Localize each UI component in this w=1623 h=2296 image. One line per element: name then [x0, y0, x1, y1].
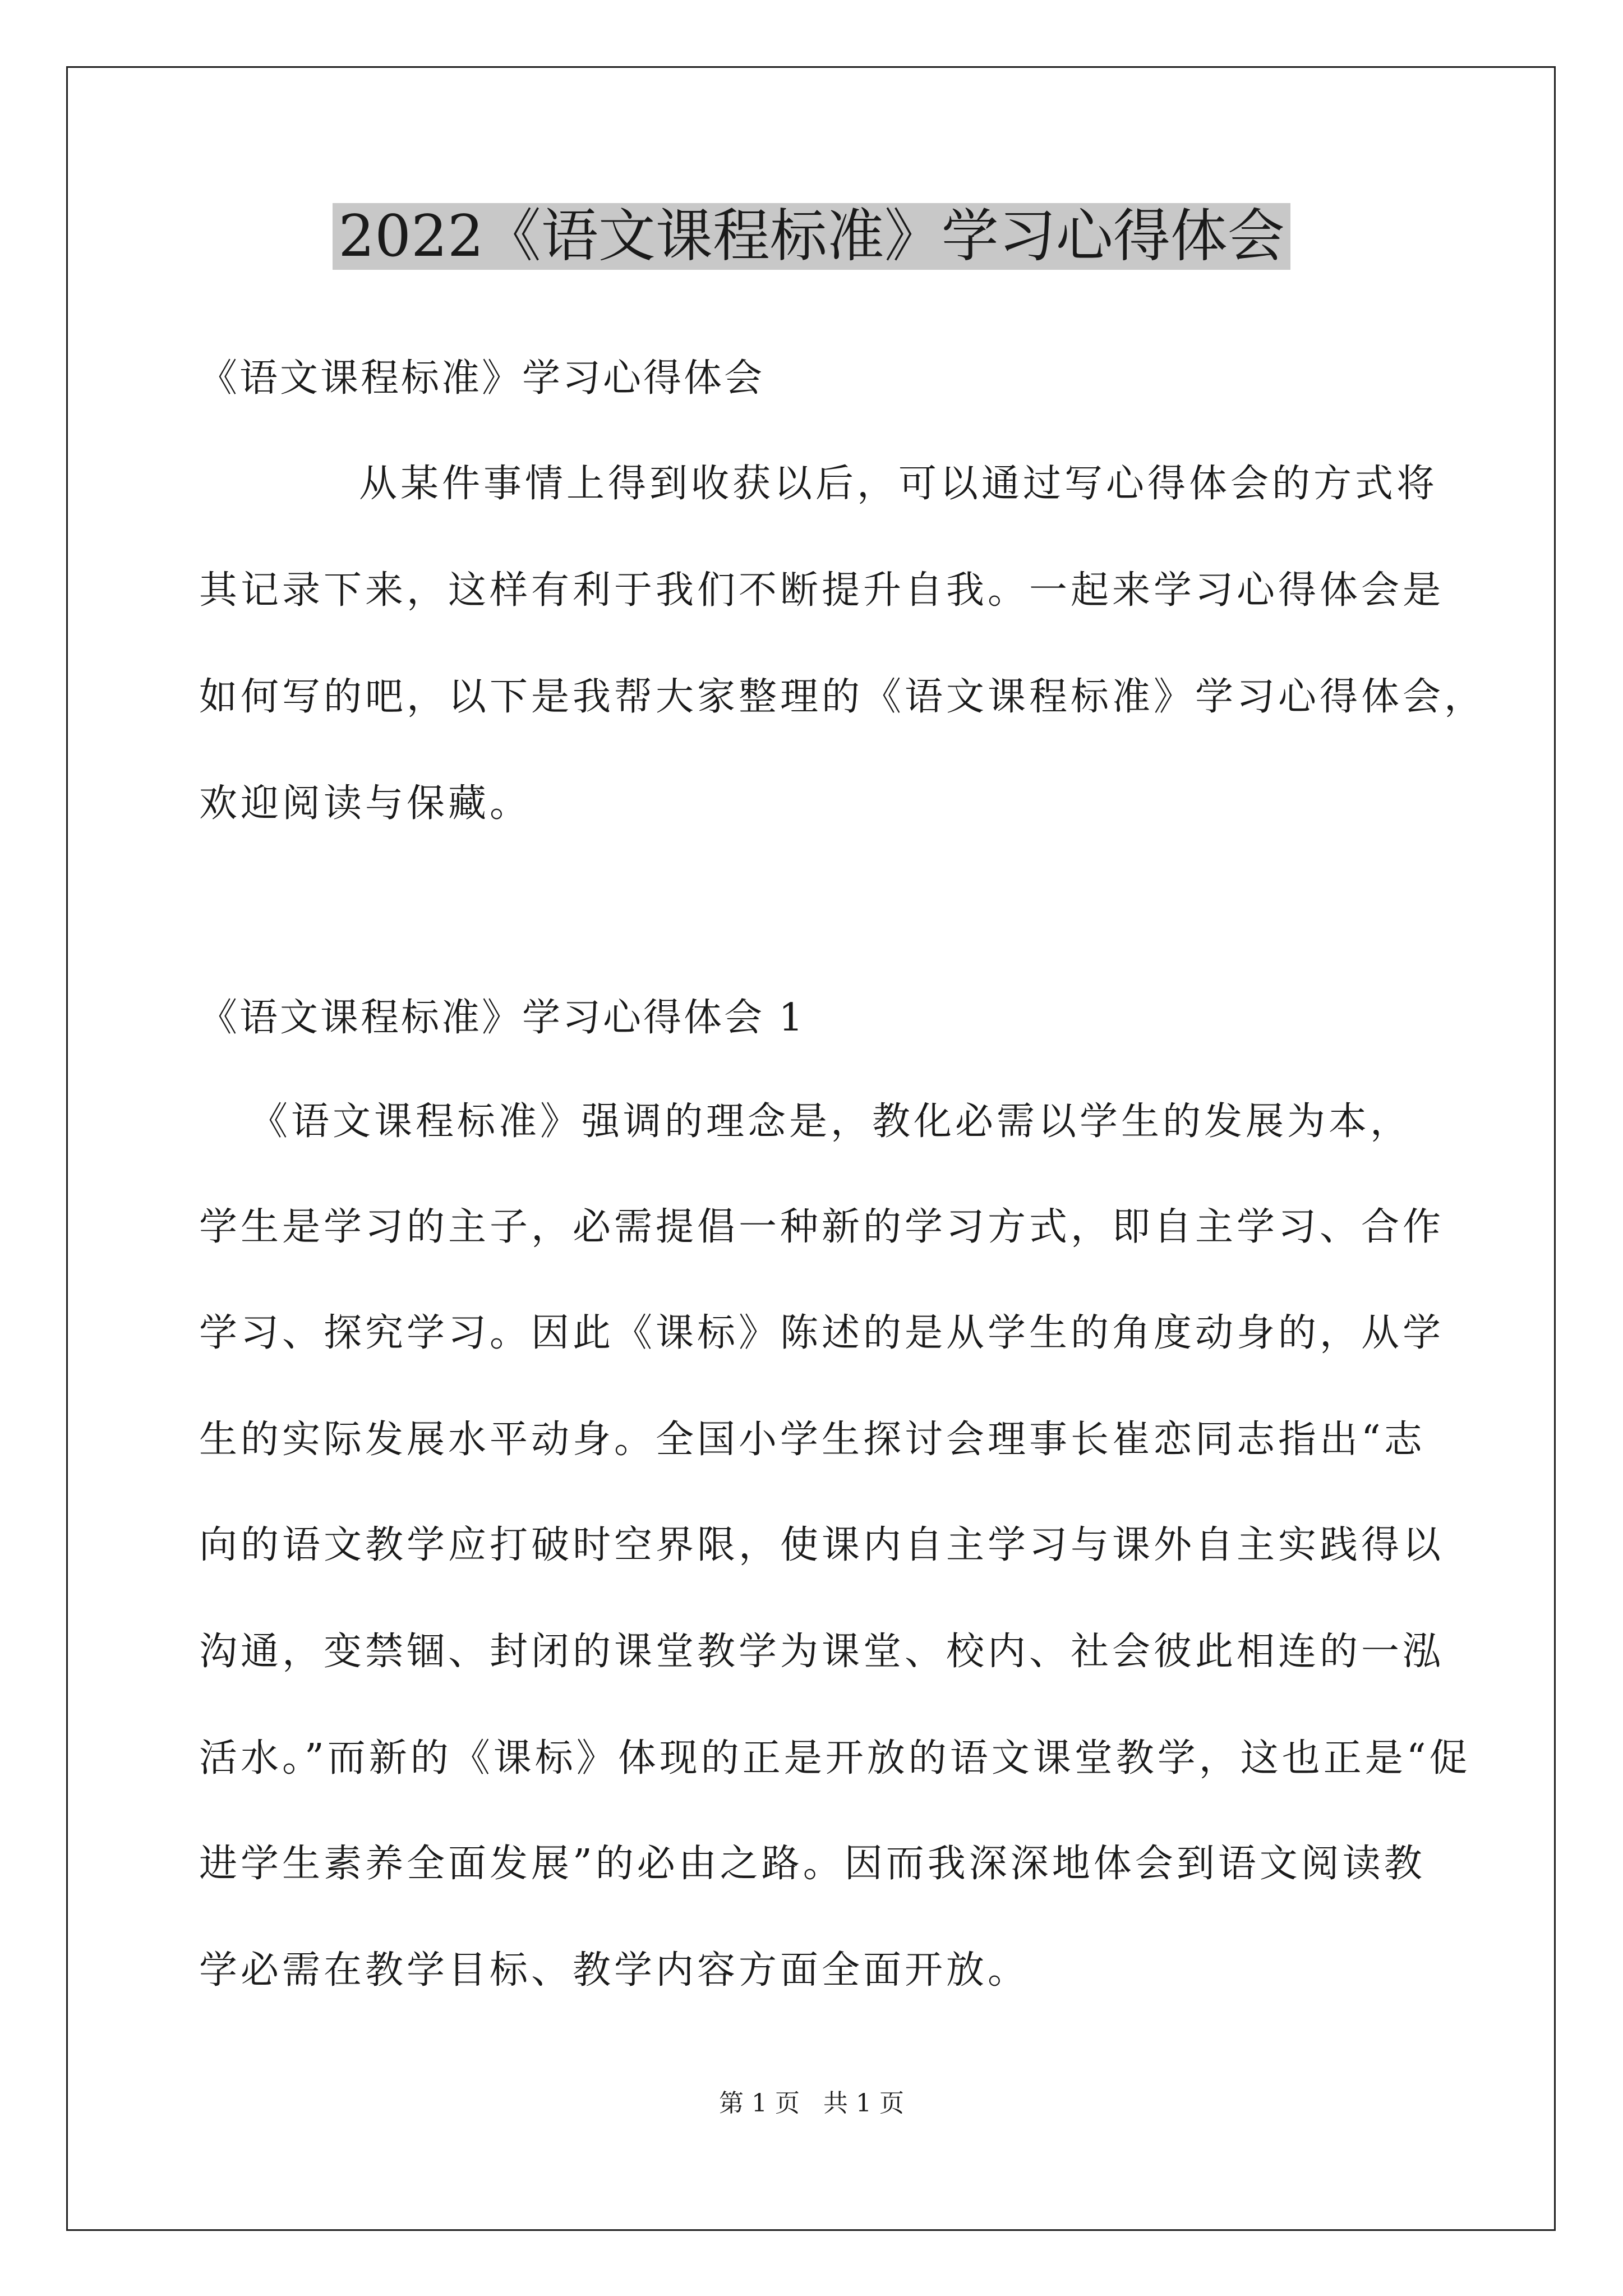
intro-heading: 《语文课程标准》学习心得体会: [199, 356, 765, 401]
section-heading: 《语文课程标准》学习心得体会 1: [199, 996, 805, 1040]
intro-paragraph-line: 从某件事情上得到收获以后，可以通过写心得体会的方式将: [359, 462, 1438, 506]
section-paragraph-line: 学必需在教学目标、教学内容方面全面开放。: [199, 1948, 1030, 1993]
section-paragraph-line: 沟通，变禁锢、封闭的课堂教学为课堂、校内、社会彼此相连的一泓: [199, 1630, 1445, 1674]
intro-paragraph-line: 如何写的吧，以下是我帮大家整理的《语文课程标准》学习心得体会，: [199, 675, 1486, 719]
section-paragraph-line: 活水。”而新的《课标》体现的正是开放的语文课堂教学，这也正是“促: [199, 1736, 1471, 1780]
section-paragraph-line: 生的实际发展水平动身。全国小学生探讨会理事长崔恋同志指出“志: [199, 1418, 1426, 1462]
page-footer: [0, 2087, 1623, 2120]
intro-paragraph-line: 欢迎阅读与保藏。: [199, 781, 532, 826]
page-number-current: 第 1 页: [719, 2089, 800, 2118]
intro-paragraph-line: 其记录下来，这样有利于我们不断提升自我。一起来学习心得体会是: [199, 568, 1445, 613]
section-paragraph-line: 向的语文教学应打破时空界限，使课内自主学习与课外自主实践得以: [199, 1523, 1445, 1567]
section-paragraph-line: 进学生素养全面发展”的必由之路。因而我深深地体会到语文阅读教: [199, 1842, 1426, 1886]
document-title: [0, 197, 1623, 276]
section-paragraph-line: 《语文课程标准》强调的理念是，教化必需以学生的发展为本，: [250, 1099, 1412, 1144]
section-paragraph-line: 学生是学习的主子，必需提倡一种新的学习方式，即自主学习、合作: [199, 1205, 1445, 1249]
section-paragraph-line: 学习、探究学习。因此《课标》陈述的是从学生的角度动身的，从学: [199, 1311, 1445, 1355]
page-number-total: 共 1 页: [823, 2089, 904, 2118]
document-title-text: 2022《语文课程标准》学习心得体会: [333, 203, 1290, 270]
